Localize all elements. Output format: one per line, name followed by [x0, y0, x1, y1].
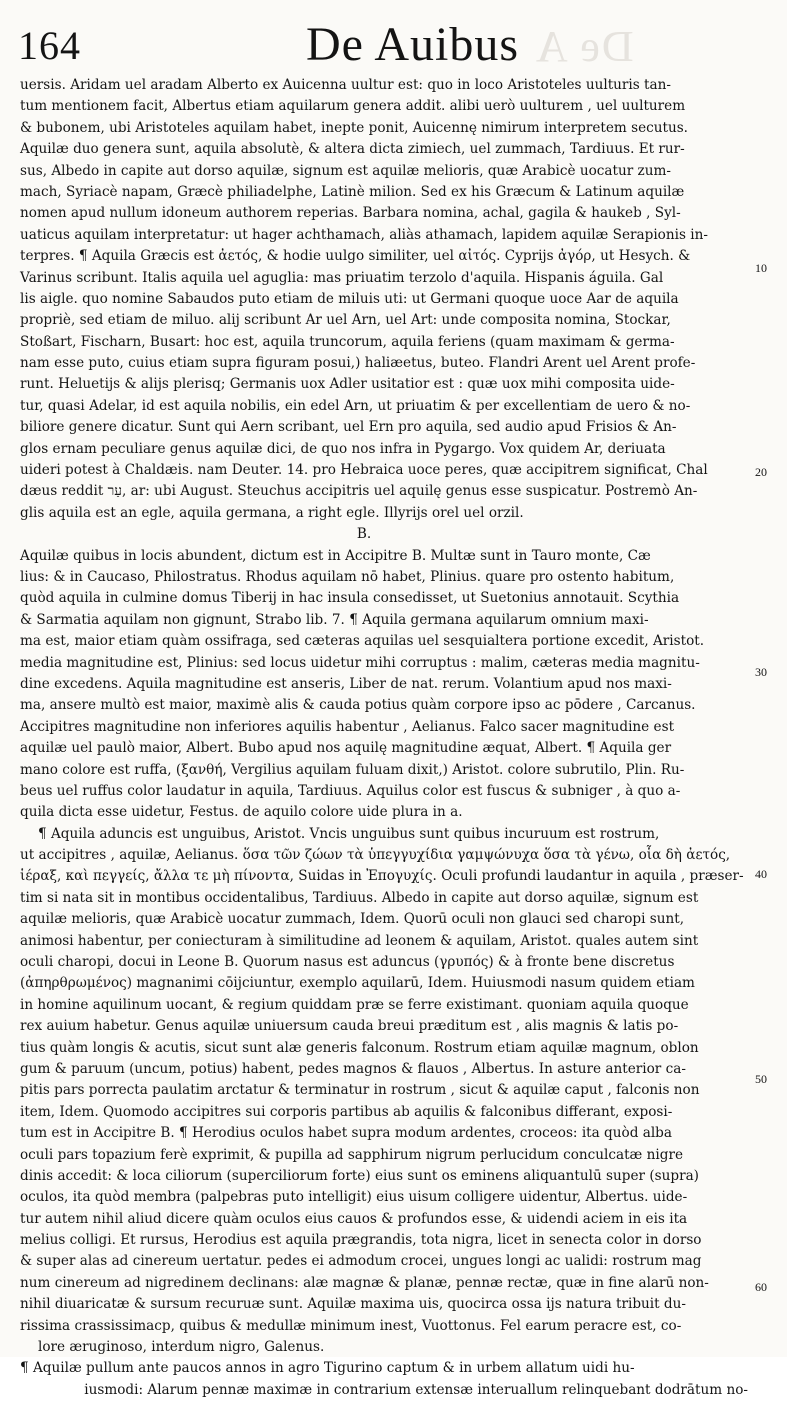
text-line: beus uel ruffus color laudatur in aquila, Tardiuus. Aquilus color est fuscus & subniger , à quo a-: [20, 782, 681, 799]
margin-line-number: 40: [755, 867, 767, 881]
text-line: tius quàm longis & acutis, sicut sunt alæ generis falconum. Rostrum etiam aquilæ magnum, oblon: [20, 1039, 699, 1056]
margin-line-number: 10: [755, 261, 767, 275]
text-line: dinis accedit: & loca ciliorum (superciliorum forte) eius sunt os eminens aliquantulū super (supra): [20, 1167, 699, 1184]
text-line: terpres. ¶ Aquila Græcis est ἀετός, & hodie uulgo similiter, uel αἰτός. Cyprijs ἀγόρ, ut Hesych. &: [20, 248, 691, 265]
text-line: lore æruginoso, interdum nigro, Galenus.: [38, 1339, 325, 1356]
text-line: tum est in Accipitre B. ¶ Herodius oculos habet supra modum ardentes, croceos: ita quòd alba: [20, 1125, 672, 1142]
text-line: dine excedens. Aquila magnitudine est anseris, Liber de nat. rerum. Volantium apud nos maxi-: [20, 675, 672, 692]
text-line: oculi charopi, docui in Leone B. Quorum nasus est aduncus (γρυπός) & à fronte bene discretus: [20, 954, 675, 971]
show-through-text: De A: [534, 22, 634, 71]
text-line: lius: & in Caucaso, Philostratus. Rhodus aquilam nō habet, Plinius. quare pro ostento habitum,: [20, 568, 675, 585]
text-line: tur autem nihil aliud dicere quàm oculos eius cauos & profundos esse, & uidendi aciem in eis ita: [20, 1210, 688, 1227]
text-line: oculos, ita quòd membra (palpebras puto intelligit) eius uisum colligere uidentur, Albertus. uide-: [20, 1189, 688, 1206]
text-line: animosi habentur, per coniecturam à similitudine ad leonem & aquilam, Aristot. quales autem sint: [20, 932, 699, 949]
text-line: num cinereum ad nigredinem declinans: alæ magnæ & planæ, pennæ rectæ, quæ in fine alarū non-: [20, 1274, 709, 1291]
text-line: & super alas ad cinereum uertatur. pedes ei admodum crocei, ungues longi ac ualidi: rostrum mag: [20, 1253, 702, 1270]
text-line: quila dicta esse uidetur, Festus. de aquilo colore uide plura in a.: [20, 804, 463, 821]
text-line: rex auium habetur. Genus aquilæ uniuersum cauda breui præditum est , alis magnis & latis po-: [20, 1018, 679, 1035]
text-line: iusmodi: Alarum pennæ maximæ in contrarium extensæ interuallum relinquebant dodrātum no-: [84, 1381, 748, 1398]
text-line: ἱέραξ, καὶ πεγγείς, ἄλλα τε μὴ πίνοντα, Suidas in Ἐπογυχίς. Oculi profundi laudantur in aquila , præser-: [20, 868, 744, 885]
text-line: ut accipitres , aquilæ, Aelianus. ὅσα τῶν ζώων τὰ ὑπεγγυχίδια γαμψώνυχα ὅσα τὰ γένω, οἷα δὴ ἀετός,: [20, 847, 731, 864]
text-line: pitis pars porrecta paulatim arctatur & terminatur in rostrum , sicut & aquilæ caput , falconis non: [20, 1082, 700, 1099]
text-line: uersis. Aridam uel aradam Alberto ex Auicenna uultur est: quo in loco Aristoteles uulturis tan-: [20, 77, 671, 93]
text-line: glis aquila est an egle, aquila germana, a right egle. Illyrijs orel uel orzil.: [20, 504, 524, 521]
text-line: oculi pars topazium ferè exprimit, & pupilla ad sapphirum nigrum perlucidum conculcatæ nigre: [20, 1146, 684, 1163]
text-line: ma, ansere multò est maior, maximè alis & cauda potius quàm corpore ipso ac pōdere , Carcanus.: [20, 697, 696, 714]
page-header: [18, 14, 768, 76]
text-line: in homine aquilinum uocant, & regium quiddam præ se ferre existimant. quoniam aquila quoque: [20, 996, 689, 1013]
text-line: runt. Heluetijs & alijs plerisq; Germanis uox Adler usitatior est : quæ uox mihi composita uide-: [20, 376, 675, 393]
text-line: quòd aquila in culmine domus Tiberij in hac insula consedisset, ut Suetonius annotauit. Scythia: [20, 590, 680, 607]
text-line: glos ernam peculiare genus aquilæ dici, de quo nos infra in Pygargo. Vox quidem Ar, deriuata: [20, 440, 666, 457]
running-title: De Auibus: [306, 18, 519, 71]
text-line: (ἀπηρθρωμένος) magnanimi cōijciuntur, exemplo aquilarū, Idem. Huiusmodi nasum quidem etiam: [20, 975, 695, 992]
margin-line-number: 20: [755, 465, 767, 479]
text-line: tur, quasi Adelar, id est aquila nobilis, ein edel Arn, ut priuatim & per excellentiam de uero & no-: [20, 397, 691, 414]
body-text: [20, 75, 768, 1398]
text-line: nomen apud nullum idoneum authorem reperias. Barbara nomina, achal, gagila & haukeb , Syl-: [20, 205, 681, 222]
text-line: nam esse puto, cuius etiam supra figuram posui,) haliæetus, buteo. Flandri Arent uel Arent profe-: [20, 355, 696, 372]
text-line: propriè, sed etiam de miluo. alij scribunt Ar uel Arn, uel Art: unde composita nomina, Stockar,: [20, 312, 671, 329]
text-line: Aquilæ quibus in locis abundent, dictum est in Accipitre B. Multæ sunt in Tauro monte, Cæ: [20, 547, 651, 564]
text-line: tum mentionem facit, Albertus etiam aquilarum genera addit. alibi uerò uulturem , uel uulturem: [20, 98, 686, 115]
text-line: aquilæ uel paulò maior, Albert. Bubo apud nos aquilę magnitudine æquat, Albert. ¶ Aquila ger: [20, 740, 672, 757]
text-line: Accipitres magnitudine non inferiores aquilis habentur , Aelianus. Falco sacer magnitudine est: [20, 718, 675, 735]
text-line: gum & paruum (uncum, potius) habent, pedes magnos & flauos , Albertus. In asture anterior ca-: [20, 1060, 686, 1077]
text-line: dæus reddit עַר, ar: ubi August. Steuchus accipitris uel aquilę genus esse suspicatur. Postremò An-: [20, 483, 698, 500]
text-line: ma est, maior etiam quàm ossifraga, sed cæteras aquilas uel sesquialtera portione excedit, Aristot.: [20, 633, 705, 650]
text-line: Stoßart, Fischarn, Busart: hoc est, aquila truncorum, aquila feriens (quam maximam & germa-: [20, 333, 675, 350]
page-number: 164: [18, 23, 81, 68]
text-line: lis aigle. quo nomine Sabaudos puto etiam de miluis uti: ut Germani quoque uoce Aar de aquila: [20, 290, 679, 307]
text-line: rissima crassissimacp, quibus & medullæ minimum inest, Vuottonus. Fel earum peracre est, co-: [20, 1317, 682, 1334]
text-line: sus, Albedo in capite aut dorso aquilæ, signum est aquilæ melioris, quæ Arabicè uocatur zum-: [20, 162, 671, 179]
text-line: tim si nata sit in montibus occidentalibus, Tardiuus. Albedo in capite aut dorso aquilæ, signum est: [20, 889, 699, 906]
text-line: aquilæ melioris, quæ Arabicè uocatur zummach, Idem. Quorū oculi non glauci sed charopi sunt,: [20, 911, 685, 928]
section-heading: B.: [356, 526, 372, 543]
text-line: item, Idem. Quomodo accipitres sui corporis partibus ab aquilis & falconibus differant, exposi-: [20, 1103, 673, 1120]
text-line: media magnitudine est, Plinius: sed locus uidetur mihi corruptus : malim, cæteras media magnitu-: [20, 654, 700, 671]
text-line: uaticus aquilam interpretatur: ut hager achthamach, aliàs athamach, lapidem aquilæ Serapionis in-: [20, 226, 708, 243]
margin-line-number: 30: [755, 665, 767, 679]
margin-line-number: 50: [755, 1072, 767, 1086]
text-line: & Sarmatia aquilam non gignunt, Strabo lib. 7. ¶ Aquila germana aquilarum omnium maxi-: [20, 611, 649, 628]
text-line: uideri potest à Chaldæis. nam Deuter. 14. pro Hebraica uoce peres, quæ accipitrem significat, Chal: [20, 462, 708, 479]
text-line: nihil diuaricatæ & sursum recuruæ sunt. Aquilæ maxima uis, quocirca ossa ijs natura tribuit du-: [20, 1296, 686, 1313]
text-line: mano colore est ruffa, (ξανθή, Vergilius aquilam fuluam dixit,) Aristot. colore subrutilo, Plin. Ru-: [20, 761, 685, 778]
margin-line-number: 60: [755, 1280, 767, 1294]
text-line: melius colligi. Et rursus, Herodius est aquila prægrandis, tota nigra, licet in senecta color in dorso: [20, 1232, 702, 1249]
text-line: Aquilæ duo genera sunt, aquila absolutè, & altera dicta zimiech, uel zummach, Tardiuus. Et rur-: [20, 141, 685, 158]
text-line: ¶ Aquila aduncis est unguibus, Aristot. Vncis unguibus sunt quibus incuruum est rostrum,: [38, 825, 660, 842]
text-line: & bubonem, ubi Aristoteles aquilam habet, inepte ponit, Auicennę nimirum interpretem secutus.: [20, 119, 688, 136]
text-line: Varinus scribunt. Italis aquila uel aguglia: mas priuatim terzolo d'aquila. Hispanis águila. Gal: [20, 269, 664, 286]
text-line: mach, Syriacè napam, Græcè philiadelphe, Latinè milion. Sed ex his Græcum & Latinum aquilæ: [20, 183, 685, 200]
text-line: biliore genere dicatur. Sunt qui Aern scribant, uel Ern pro aquila, sed audio apud Frisios & An-: [20, 419, 677, 436]
text-line: ¶ Aquilæ pullum ante paucos annos in agro Tigurino captum & in urbem allatum uidi hu-: [20, 1360, 635, 1377]
